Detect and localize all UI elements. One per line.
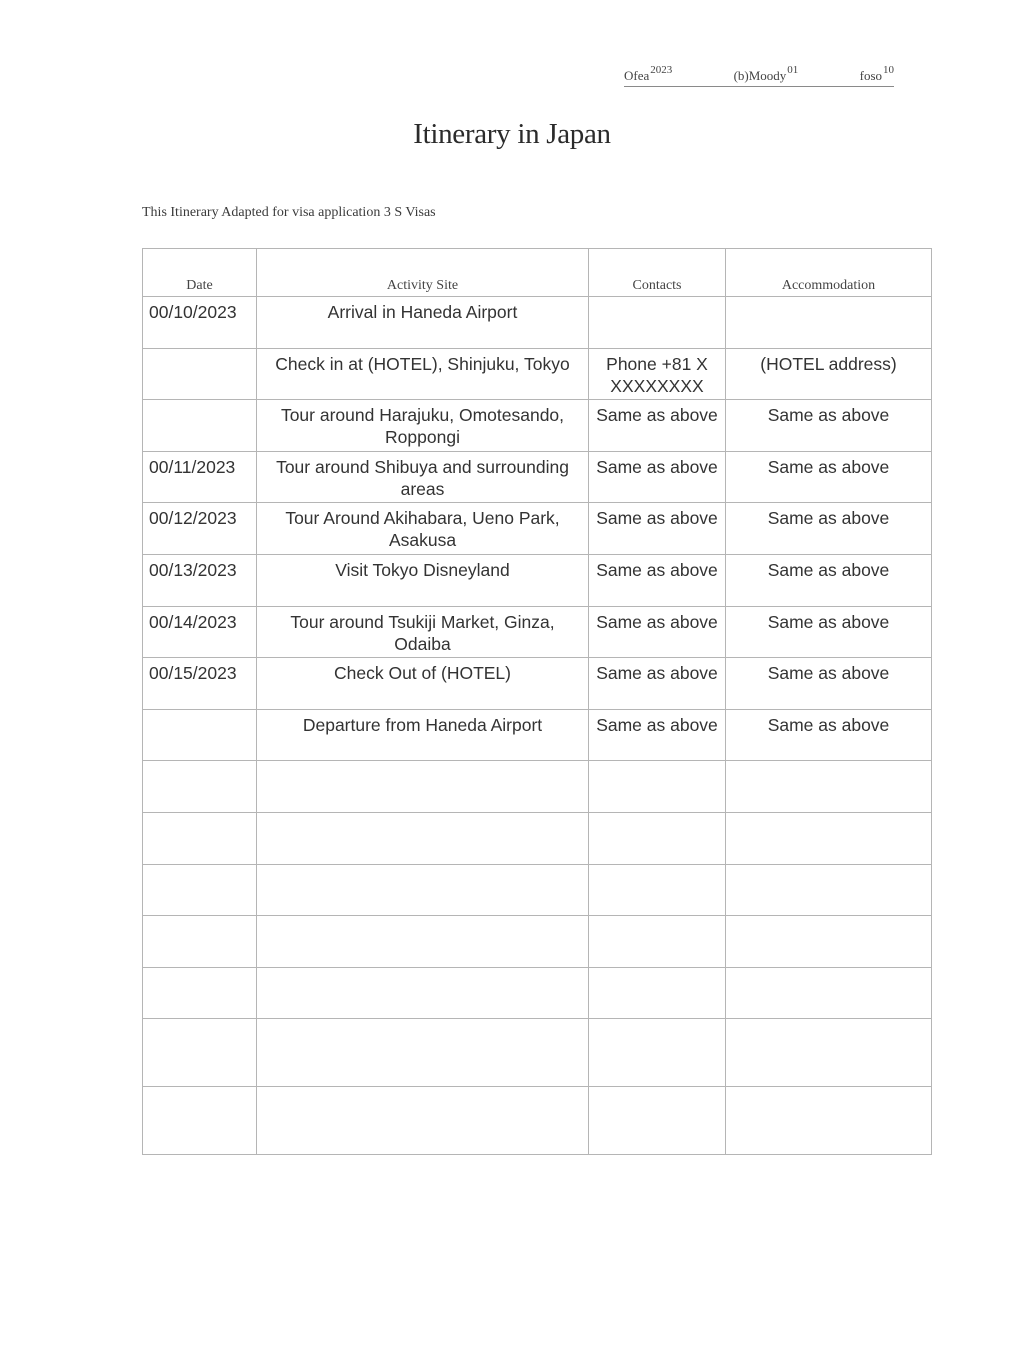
cell-contacts: Same as above	[589, 658, 726, 710]
header-field-year-value: 2023	[650, 64, 673, 76]
header-field-month-value: 01	[787, 64, 799, 76]
cell-accommodation: Same as above	[726, 658, 932, 710]
table-row	[143, 916, 932, 968]
cell-accommodation	[726, 1019, 932, 1087]
cell-date: 00/15/2023	[143, 658, 257, 710]
cell-accommodation	[726, 916, 932, 968]
cell-contacts	[589, 864, 726, 916]
table-row	[143, 709, 932, 761]
table-row	[143, 761, 932, 813]
cell-date	[143, 967, 257, 1019]
cell-activity	[257, 864, 589, 916]
table-row	[143, 658, 932, 710]
cell-accommodation: Same as above	[726, 400, 932, 452]
cell-accommodation: (HOTEL address)	[726, 348, 932, 400]
page-subtitle: This Itinerary Adapted for visa application 3 S Visas	[142, 205, 436, 220]
cell-accommodation	[726, 864, 932, 916]
table-row	[143, 400, 932, 452]
cell-date	[143, 1019, 257, 1087]
header-field-day-value: 10	[883, 64, 894, 76]
cell-accommodation: Same as above	[726, 451, 932, 503]
cell-accommodation: Same as above	[726, 606, 932, 658]
table-row	[143, 812, 932, 864]
header-field-day	[860, 64, 894, 86]
cell-activity: Check in at (HOTEL), Shinjuku, Tokyo	[257, 348, 589, 400]
cell-contacts	[589, 1019, 726, 1087]
cell-contacts	[589, 761, 726, 813]
cell-activity	[257, 761, 589, 813]
cell-accommodation	[726, 297, 932, 349]
cell-contacts: Same as above	[589, 451, 726, 503]
cell-activity: Arrival in Haneda Airport	[257, 297, 589, 349]
cell-date	[143, 709, 257, 761]
cell-contacts	[589, 967, 726, 1019]
cell-date	[143, 348, 257, 400]
cell-accommodation	[726, 761, 932, 813]
itinerary-table-body	[143, 297, 932, 1155]
table-row	[143, 503, 932, 555]
column-header-contacts: Contacts	[589, 249, 726, 297]
table-row	[143, 348, 932, 400]
cell-date	[143, 864, 257, 916]
cell-date	[143, 400, 257, 452]
cell-contacts: Same as above	[589, 606, 726, 658]
cell-activity: Check Out of (HOTEL)	[257, 658, 589, 710]
cell-activity: Visit Tokyo Disneyland	[257, 554, 589, 606]
cell-activity	[257, 916, 589, 968]
cell-contacts	[589, 812, 726, 864]
cell-date	[143, 761, 257, 813]
table-row	[143, 1087, 932, 1155]
cell-activity	[257, 812, 589, 864]
cell-date	[143, 812, 257, 864]
cell-contacts	[589, 297, 726, 349]
header-field-month	[734, 64, 799, 86]
header-field-day-label: foso	[859, 68, 882, 83]
cell-date: 00/14/2023	[143, 606, 257, 658]
cell-date: 00/10/2023	[143, 297, 257, 349]
table-row	[143, 297, 932, 349]
cell-accommodation: Same as above	[726, 503, 932, 555]
header-field-year-label: Ofea	[624, 68, 650, 83]
header-field-year	[624, 64, 672, 86]
cell-contacts: Same as above	[589, 503, 726, 555]
table-row	[143, 606, 932, 658]
table-row	[143, 967, 932, 1019]
column-header-date: Date	[143, 249, 257, 297]
cell-contacts: Same as above	[589, 554, 726, 606]
table-row	[143, 1019, 932, 1087]
cell-accommodation	[726, 967, 932, 1019]
cell-contacts	[589, 1087, 726, 1155]
cell-contacts: Same as above	[589, 709, 726, 761]
column-header-accommodation: Accommodation	[726, 249, 932, 297]
cell-accommodation: Same as above	[726, 709, 932, 761]
cell-contacts: Same as above	[589, 400, 726, 452]
page-title: Itinerary in Japan	[413, 118, 611, 150]
cell-date	[143, 1087, 257, 1155]
cell-date: 00/12/2023	[143, 503, 257, 555]
cell-accommodation	[726, 812, 932, 864]
cell-activity: Tour around Shibuya and surrounding areas	[257, 451, 589, 503]
cell-activity	[257, 1019, 589, 1087]
cell-date: 00/13/2023	[143, 554, 257, 606]
cell-contacts: Phone +81 X XXXXXXXX	[589, 348, 726, 400]
column-header-activity: Activity Site	[257, 249, 589, 297]
cell-contacts	[589, 916, 726, 968]
header-date-fields	[624, 62, 894, 87]
cell-accommodation	[726, 1087, 932, 1155]
cell-accommodation: Same as above	[726, 554, 932, 606]
cell-activity	[257, 1087, 589, 1155]
cell-activity: Tour Around Akihabara, Ueno Park, Asakusa	[257, 503, 589, 555]
table-row	[143, 554, 932, 606]
table-row	[143, 451, 932, 503]
table-header-row	[143, 249, 932, 297]
cell-activity: Departure from Haneda Airport	[257, 709, 589, 761]
itinerary-table	[142, 248, 932, 1155]
header-field-month-label: (b)Moody	[733, 68, 787, 83]
cell-date: 00/11/2023	[143, 451, 257, 503]
cell-activity: Tour around Harajuku, Omotesando, Roppongi	[257, 400, 589, 452]
cell-activity: Tour around Tsukiji Market, Ginza, Odaiba	[257, 606, 589, 658]
cell-activity	[257, 967, 589, 1019]
table-row	[143, 864, 932, 916]
cell-date	[143, 916, 257, 968]
